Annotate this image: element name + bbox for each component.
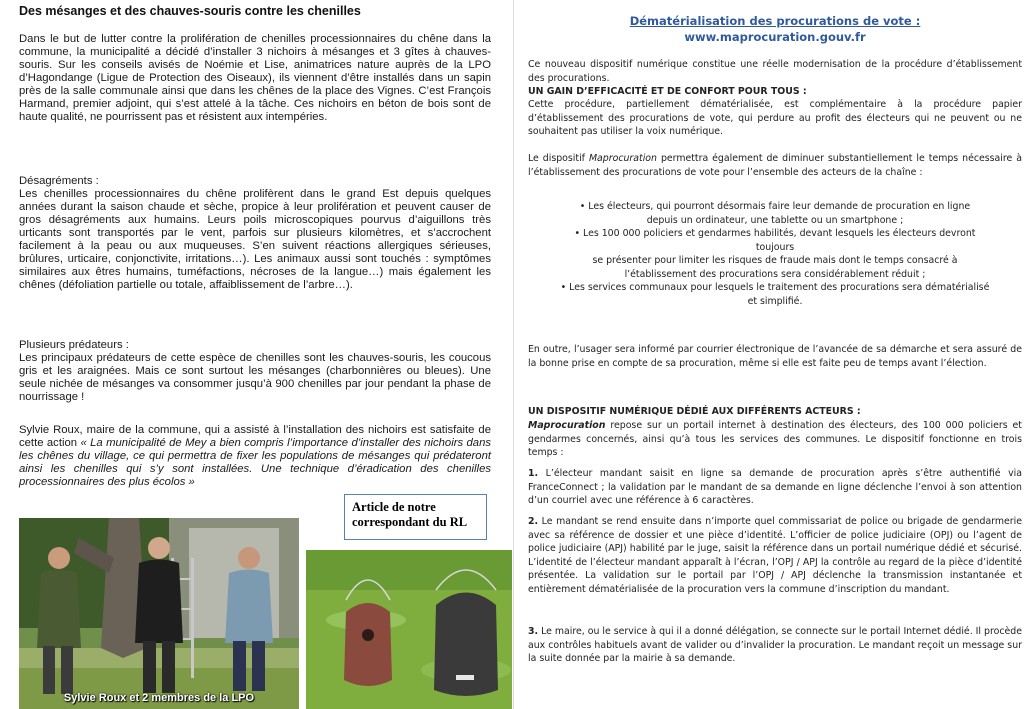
maprocuration-name: Maprocuration (588, 153, 657, 164)
nest-box-image (306, 550, 512, 709)
photo-caption: Sylvie Roux et 2 membres de la LPO (63, 692, 255, 704)
section-heading-gain: UN GAIN D’EFFICACITÉ ET DE CONFORT POUR TOUS : (528, 86, 807, 97)
paragraph-intro: Dans le but de lutter contre la prolifération de chenilles processionnaires du chêne dans la commune, la municipalité a décidé d’installer 3 nichoirs à mésanges et 3 gîtes à chauves-souris. Sur les conseils avisés de Noémie et Lise, animatrices nature auprès de la LPO d’Hagondange (Ligue de Protection des Oiseaux), ils viennent d’être installés dans un sapin près de la salle communale ainsi que dans les chênes de la place des Vignes. C’est François Harmand, premier adjoint, qui s’est attelé à la tâche. Ces nichoirs en béton de bois sont de haute qualité, ne pourrissent pas et résistent aux intempéries. (19, 33, 491, 123)
dispositif-paragraph (528, 419, 1022, 460)
step-text: Le mandant se rend ensuite dans n’importe quel commissariat de police ou brigade de gendarmerie avec sa référence de dossier et une pièce d’identité. L’officier de police judiciaire (OPJ) ou l’agent de police judiciaire (APJ) habilité par le juge, saisit la référence dans un portail numérique dédié et sécurisé. L’identité de l’électeur mandant apparaît à l’écran, l’OPJ / APJ la contrôle au regard de la pièce d’identité présentée. La validation sur le portail par l’OPJ / APJ déclenche la transmission instantanée et entièrement dématérialisée de la procuration vers la commune d’inscription du mandant. (528, 516, 1022, 595)
intro-paragraph (528, 58, 1022, 85)
bullet-item-cont: l’établissement des procurations sera considérablement réduit ; (624, 268, 926, 280)
text: permettra également de diminuer substantiellement le temps nécessaire à l’établissement des procurations de vote pour l’ensemble des acteurs de la chaîne : (528, 153, 1023, 178)
section-heading: Plusieurs prédateurs : (19, 339, 129, 351)
outre-text: En outre, l’usager sera informé par courrier électronique de l’avancée de sa démarche et sera assuré de la bonne prise en compte de sa procuration, même si elle est faite peu de temps avant l’élection. (528, 344, 1022, 369)
photo-mayor-lpo (19, 518, 299, 709)
step-number: 2. (528, 516, 539, 527)
procuration-title: Dématérialisation des procurations de vote : (629, 14, 921, 28)
intro-text: Ce nouveau dispositif numérique constitue une réelle modernisation de la procédure d’établissement des procurations. (528, 59, 1022, 84)
step-2 (528, 515, 1022, 596)
step-number: 3. (528, 626, 539, 637)
column-divider (513, 0, 514, 709)
step-text: L’électeur mandant saisit en ligne sa demande de procuration après s’être authentifié via FranceConnect ; la validation par le mandant de sa demande en ligne déclenche l’envoi à son attention d’un courriel avec une référence à 6 caractères. (528, 468, 1022, 506)
paragraph-maire (19, 424, 491, 489)
bullet-item-cont: se présenter pour limiter les risques de fraude mais dont le temps consacré à (592, 255, 958, 266)
bullet-item-cont: et simplifié. (747, 295, 803, 307)
credit-line-1: Article de notre (352, 500, 436, 514)
gain-paragraph (528, 98, 1022, 139)
maprocuration-name: Maprocuration (528, 420, 606, 431)
step-number: 1. (528, 468, 539, 479)
paragraph-body: Les principaux prédateurs de cette espèce de chenilles sont les chauves-souris, les coucous gris et les araignées. Mais ce sont surtout les mésanges (charbonnières ou bleues). Une seule nichée de mésanges va consommer jusqu’à 900 chenilles par jour pendant la phase de nourrissage ! (19, 352, 491, 403)
gain-text: Cette procédure, partiellement dématérialisée, est complémentaire à la procédure papier d’établissement des procurations de vote, qui perdure au profit des électeurs qui ne peuvent ou ne souhaitent pas utiliser la voix numérique. (528, 99, 1022, 137)
procuration-url: www.maprocuration.gouv.fr (684, 30, 866, 44)
dispositif-text: repose sur un portail internet à destination des électeurs, des 100 000 policiers et gendarmes concernés, ainsi qu’à tous les services des communes. Le dispositif fonctionne en trois temps : (528, 420, 1022, 458)
paragraph-body: Sylvie Roux, maire de la commune, qui a assisté à l’installation des nichoirs est satisfaite de cette action (19, 424, 491, 449)
bullet-item-cont: toujours (755, 241, 795, 253)
bullet-item: • Les électeurs, qui pourront désormais faire leur demande de procuration en ligne (579, 201, 971, 212)
bullet-list (528, 200, 1022, 308)
paragraph-predateurs (19, 339, 491, 404)
mayor-quote: « La municipalité de Mey a bien compris l’importance d’installer des nichoirs dans les chênes du village, ce qui permettra de fixer les populations de mésanges qui prédateront ainsi les chenilles qui s’y sont installées. Une technique d’éradication des chenilles processionnaires des plus écolos » (19, 437, 492, 488)
photo-nest-boxes (306, 550, 512, 709)
credit-line-2: correspondant du RL (352, 515, 468, 529)
paragraph-body: Les chenilles processionnaires du chêne prolifèrent dans le grand Est depuis quelques années durant la saison chaude et sèche, propice à leur prolifération et peuvent causer de gros désagréments aux humains. Leurs poils microscopiques pourvus d’aiguillons très urticants sont transportés par le vent, parfois sur plusieurs kilomètres, et s’accrochent facilement à la peau ou aux muqueuses. S’en suivent réactions allergiques sérieuses, brûlures, urticaire, conjonctivite, irritations…). Les animaux aussi sont touchés : symptômes similaires aux êtres humains, tuméfactions, nécroses de la langue…) mais également les chênes (défoliation partielle ou totale, affaiblissement de l’arbre…). (19, 188, 491, 291)
article-title: Des mésanges et des chauves-souris contre les chenilles (19, 4, 361, 18)
step-3 (528, 625, 1022, 666)
step-1 (528, 467, 1022, 508)
step-text: Le maire, ou le service à qui il a donné délégation, se connecte sur le portail Internet dédié. Il procède aux contrôles habituels avant de valider ou d’invalider la procuration. Le mandant reçoit un message sur la suite donnée par la mairie à sa demande. (528, 626, 1022, 664)
bullet-item: • Les services communaux pour lesquels le traitement des procurations sera dématérialisé (560, 282, 990, 293)
paragraph-desagrements (19, 175, 491, 292)
outre-paragraph (528, 343, 1022, 370)
photo-people-image (19, 518, 299, 709)
article-credit-box (344, 494, 487, 540)
section-heading: Désagréments : (19, 175, 99, 187)
text: Le dispositif (528, 153, 589, 164)
maprocuration-paragraph (528, 152, 1022, 179)
bullet-item: • Les 100 000 policiers et gendarmes habilités, devant lesquels les électeurs devront (574, 228, 976, 239)
bullet-item-cont: depuis un ordinateur, une tablette ou un smartphone ; (646, 214, 904, 226)
section-heading-dispositif: UN DISPOSITIF NUMÉRIQUE DÉDIÉ AUX DIFFÉRENTS ACTEURS : (528, 406, 861, 417)
